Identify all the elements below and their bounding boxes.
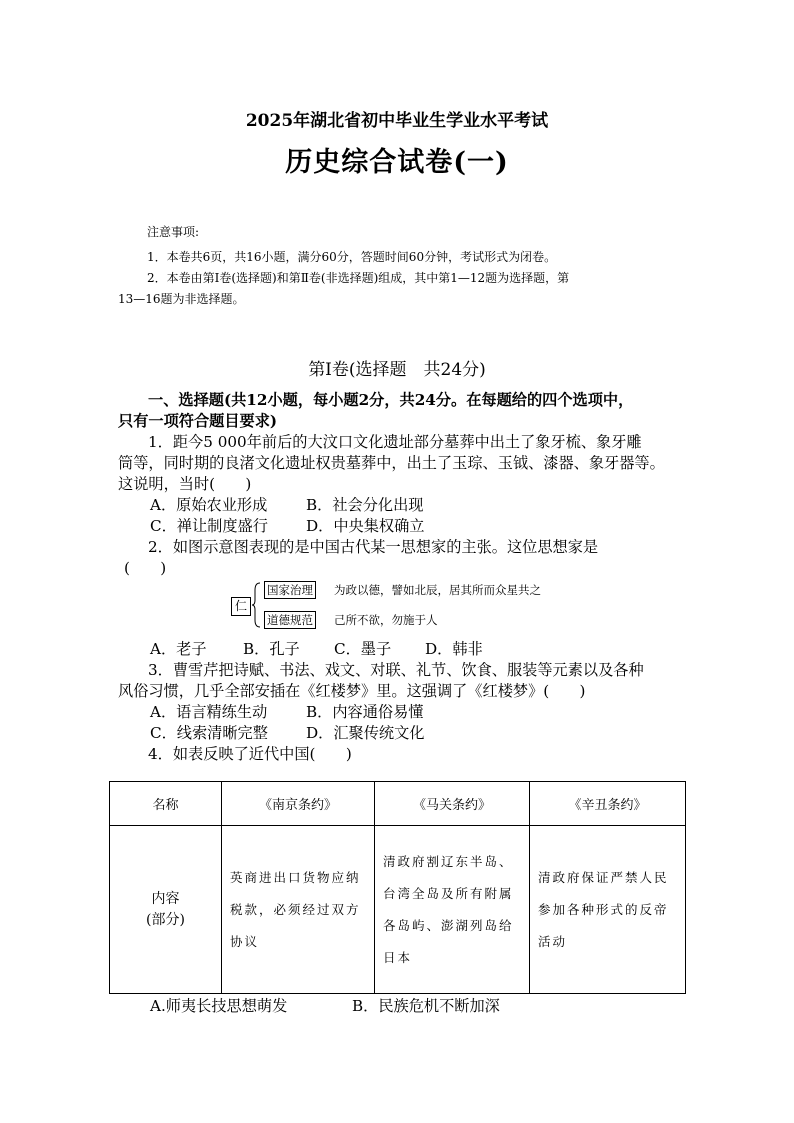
treaty-table (109, 781, 686, 994)
notice-item-2-line-2: 13—16题为非选择题。 (118, 292, 245, 306)
table-header-row (110, 782, 686, 826)
row-label-line-1: 内容 (151, 890, 180, 907)
q2-line-2: ( ) (124, 559, 167, 577)
q3-option-a: A．语言精练生动 (150, 703, 268, 721)
q2-option-b: B．孔子 (243, 640, 300, 658)
notice-item-1: 1．本卷共6页，共16小题，满分60分，答题时间60分钟，考试形式为闭卷。 (147, 250, 557, 264)
diagram-brace (251, 582, 261, 628)
q1-line-1: 1．距今5 000年前后的大汶口文化遗址部分墓葬中出土了象牙梳、象牙雕 (148, 433, 642, 451)
q3-line-1: 3．曹雪芹把诗赋、书法、戏文、对联、礼节、饮食、服装等元素以及各种 (148, 661, 644, 679)
table-cell-xinchou: 清政府保证严禁人民参加各种形式的反帝活动 (530, 826, 686, 994)
q2-line-1: 2．如图示意图表现的是中国古代某一思想家的主张。这位思想家是 (148, 538, 599, 556)
diagram-text-morality: 己所不欲，勿施于人 (334, 613, 438, 627)
q3-option-d: D．汇聚传统文化 (306, 724, 425, 742)
table-cell-maguan: 清政府割辽东半岛、台湾全岛及所有附属各岛屿、澎湖列岛给日本 (375, 826, 530, 994)
q4-option-a: A.师夷长技思想萌发 (150, 997, 288, 1015)
table-header-xinchou: 《辛丑条约》 (530, 782, 686, 826)
diagram-text-governance: 为政以德，譬如北辰，居其所而众星共之 (334, 583, 541, 597)
exam-subtitle: 2025年湖北省初中毕业生学业水平考试 (245, 111, 549, 131)
q1-option-b: B．社会分化出现 (306, 496, 424, 514)
exam-title: 历史综合试卷(一) (285, 147, 509, 178)
q2-option-a: A．老子 (150, 640, 207, 658)
q2-diagram (231, 580, 651, 632)
section-instruction-line-1: 一、选择题(共12小题，每小题2分，共24分。在每题给的四个选项中， (148, 391, 634, 409)
notice-heading: 注意事项: (147, 225, 200, 239)
q2-option-c: C．墨子 (334, 640, 392, 658)
q3-option-b: B．内容通俗易懂 (306, 703, 424, 721)
table-cell-nanjing: 英商进出口货物应纳税款，必须经过双方协议 (222, 826, 375, 994)
q1-option-c: C．禅让制度盛行 (150, 517, 268, 535)
q1-option-d: D．中央集权确立 (306, 517, 425, 535)
section-instruction-line-2: 只有一项符合题目要求) (118, 412, 278, 430)
table-row (110, 826, 686, 994)
table-header-name: 名称 (110, 782, 222, 826)
q4-line-1: 4．如表反映了近代中国( ) (148, 745, 352, 763)
q2-option-d: D．韩非 (425, 640, 483, 658)
table-header-nanjing: 《南京条约》 (222, 782, 375, 826)
q3-option-c: C．线索清晰完整 (150, 724, 268, 742)
q3-line-2: 风俗习惯，几乎全部安插在《红楼梦》里。这强调了《红楼梦》( ) (118, 682, 586, 700)
diagram-ren-box: 仁 (231, 597, 251, 616)
table-header-maguan: 《马关条约》 (375, 782, 530, 826)
row-label-line-2: (部分) (146, 911, 185, 928)
q1-line-3: 这说明，当时( ) (118, 475, 252, 493)
q4-option-b: B．民族危机不断加深 (352, 997, 500, 1015)
q1-line-2: 筒等，同时期的良渚文化遗址权贵墓葬中，出土了玉琮、玉钺、漆器、象牙器等。 (118, 454, 665, 472)
diagram-box-governance: 国家治理 (264, 581, 316, 599)
section-title: 第Ⅰ卷(选择题 共24分) (308, 360, 486, 380)
notice-item-2-line-1: 2．本卷由第Ⅰ卷(选择题)和第Ⅱ卷(非选择题)组成，其中第1—12题为选择题，第 (147, 271, 570, 285)
diagram-box-morality: 道德规范 (264, 611, 316, 629)
q1-option-a: A．原始农业形成 (150, 496, 268, 514)
table-row-label (110, 826, 222, 994)
